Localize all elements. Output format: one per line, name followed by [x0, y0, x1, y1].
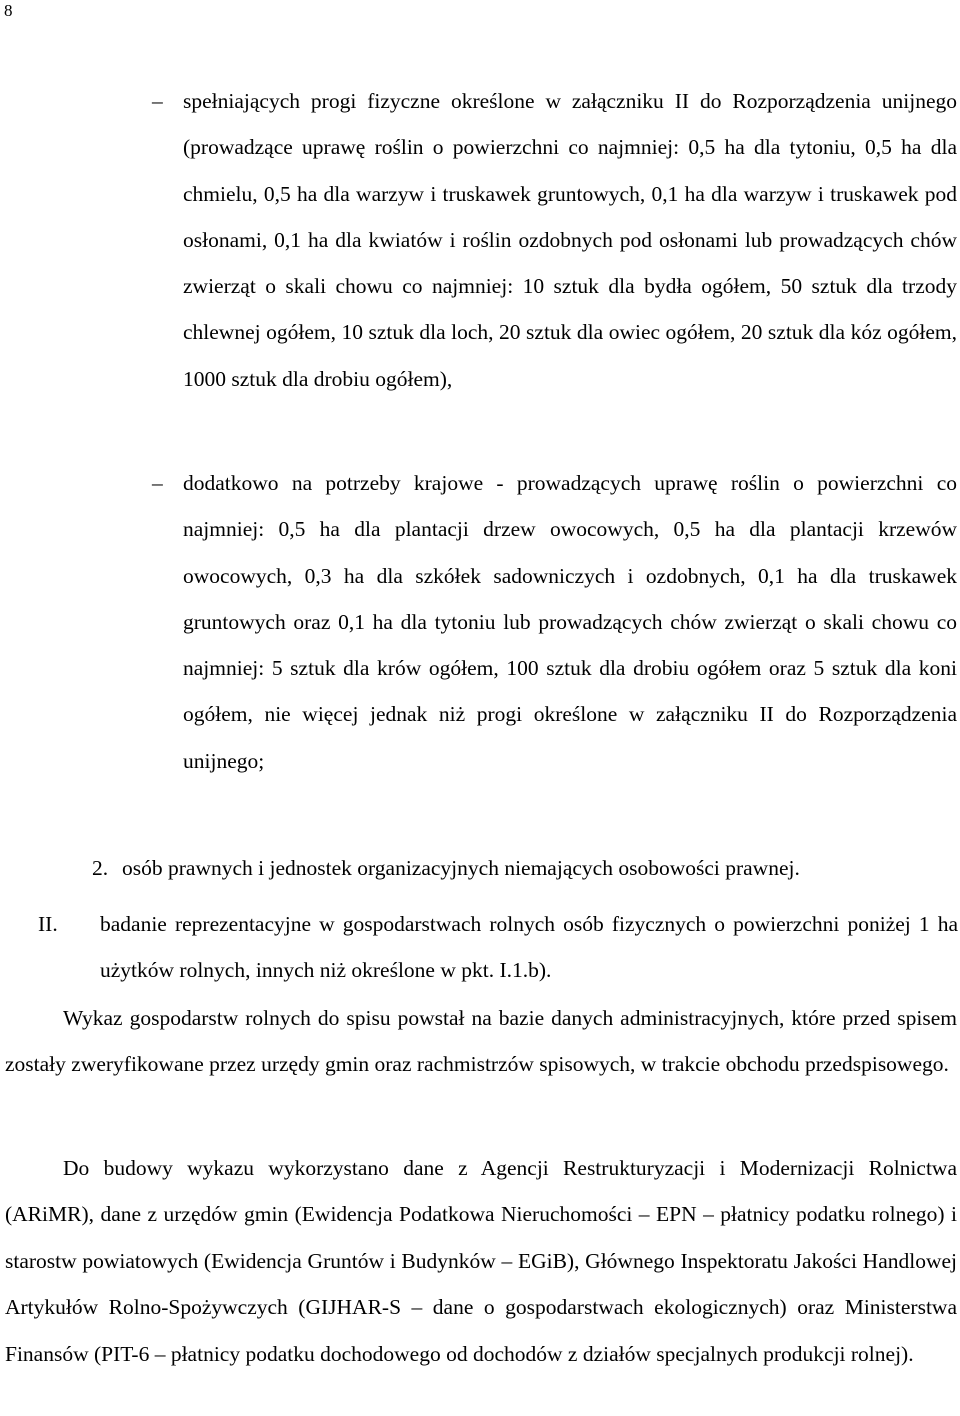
list-item: [152, 78, 957, 402]
list-item-text: osób prawnych i jednostek organizacyjnych niemających osobowości prawnej.: [122, 856, 800, 880]
paragraph: Do budowy wykazu wykorzystano dane z Agencji Restrukturyzacji i Modernizacji Rolnictwa (ARiMR), dane z urzędów gmin (Ewidencja Podatkowa Nieruchomości – EPN – płatnicy podatku rolnego) i starostw powiatowych (Ewidencja Gruntów i Budynków – EGiB), Głównego Inspektoratu Jakości Handlowej Artykułów Rolno-Spożywczych (GIJHAR-S – dane o gospodarstwach ekologicznych) oraz Ministerstwa Finansów (PIT-6 – płatnicy podatku dochodowego od dochodów z działów specjalnych produkcji rolnej).: [5, 1156, 957, 1366]
page-number: 8: [4, 1, 13, 20]
paragraph: Wykaz gospodarstw rolnych do spisu powstał na bazie danych administracyjnych, które przed spisem zostały zweryfikowane przez urzędy gmin oraz rachmistrzów spisowych, w trakcie obchodu przedspisowego.: [5, 1006, 957, 1077]
numbered-list-item: [92, 845, 960, 891]
dash-bullet: –: [152, 471, 163, 495]
list-item-text: dodatkowo na potrzeby krajowe - prowadzących uprawę roślin o powierzchni co najmniej: 0,5 ha dla plantacji drzew owocowych, 0,5 ha dla plantacji krzewów owocowych, 0,3 ha dla szkółek sadowniczych i ozdobnych, 0,1 ha dla truskawek gruntowych oraz 0,1 ha dla tytoniu lub prowadzących chów zwierząt o skali chowu co najmniej: 5 sztuk dla krów ogółem, 100 sztuk dla drobiu ogółem oraz 5 sztuk dla koni ogółem, nie więcej jednak niż progi określone w załączniku II do Rozporządzenia unijnego;: [183, 471, 957, 773]
list-number: 2.: [92, 856, 109, 880]
list-item: [152, 460, 957, 784]
roman-numeral: II.: [38, 912, 58, 936]
list-item-text: badanie reprezentacyjne w gospodarstwach rolnych osób fizycznych o powierzchni poniżej 1 ha użytków rolnych, innych niż określone w pkt. I.1.b).: [100, 912, 958, 982]
list-item-text: spełniających progi fizyczne określone w załączniku II do Rozporządzenia unijnego (prowadzące uprawę roślin o powierzchni co najmniej: 0,5 ha dla tytoniu, 0,5 ha dla chmielu, 0,5 ha dla warzyw i truskawek gruntowych, 0,1 ha dla warzyw i truskawek pod osłonami, 0,1 ha dla kwiatów i roślin ozdobnych pod osłonami lub prowadzących chów zwierząt o skali chowu co najmniej: 10 sztuk dla bydła ogółem, 50 sztuk dla trzody chlewnej ogółem, 10 sztuk dla loch, 20 sztuk dla owiec ogółem, 20 sztuk dla kóz ogółem, 1000 sztuk dla drobiu ogółem),: [183, 89, 957, 391]
dash-bullet: –: [152, 89, 163, 113]
roman-list-item: [38, 901, 958, 993]
